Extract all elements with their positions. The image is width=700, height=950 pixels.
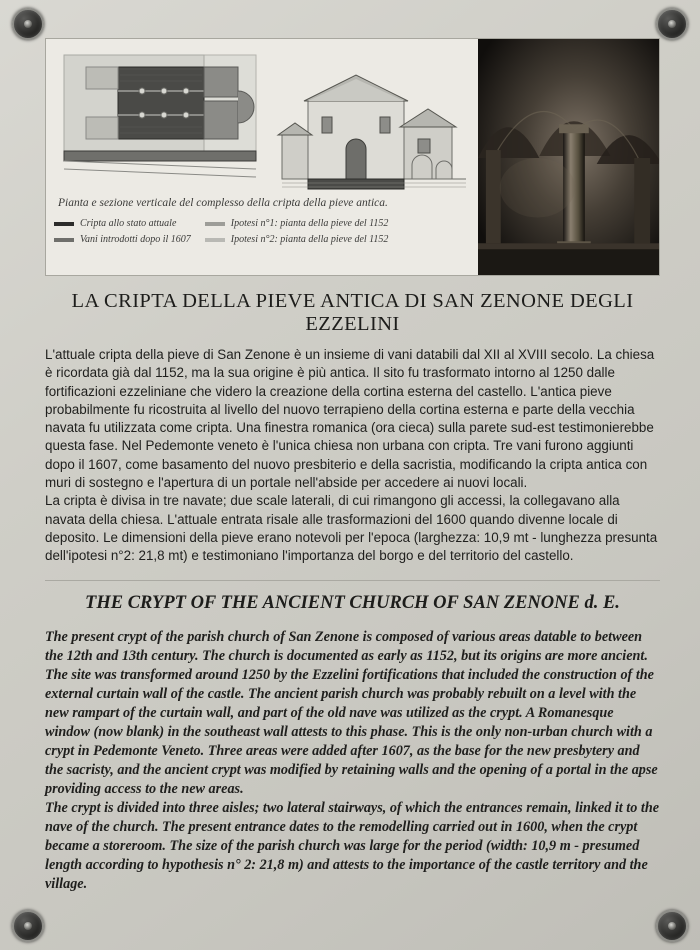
italian-paragraph-1: L'attuale cripta della pieve di San Zenone è un insieme di vani databili dal XII al XVIII secolo. La chiesa è ricordata già dal 1152, ma la sua origine è più antica. Il sito fu trasformato intorno al 1250 dalle fortificazioni ezzeliniane che videro la creazione della cortina esterna del castello. L'antica pieve probabilmente fu ricostruita al livello del nuovo terrapieno della cortina esterna e parte della vecchia navata fu utilizzata come cripta. Una finestra romanica (ora cieca) sulla parete sud-est testimonierebbe questa fase. Nel Pedemonte veneto è l'unica chiesa non urbana con cripta. Tre vani furono aggiunti dopo il 1607, come basamento del nuovo presbiterio e della sacristia, modificando la cripta antica con muri di sostegno e l'apertura di un portale nell'abside per accedere ai nuovi locali. [45,347,655,491]
bolt-top-left-icon [12,8,44,40]
legend-item [54,234,191,245]
legend-swatch-icon [54,238,74,242]
legend-item [205,234,389,245]
english-paragraph-1: The present crypt of the parish church of San Zenone is composed of various areas datable to between the 12th and 13th century. The church is documented as early as 1152, but its origins are more ancient. The site was transformed around 1250 by the Ezzelini fortifications that included the construction of the external curtain wall of the castle. The ancient parish church was probably rebuilt on a level with the new rampart of the curtain wall, and part of the old nave was utilized as the crypt. A Romanesque window (now blank) in the southeast wall attests to this phase. This is the only non-urban church with a crypt in Pedemonte Veneto. Three areas were added after 1607, as the base for the new presbytery and the sacristy, and the ancient crypt was modified by retaining walls and the opening of a portal in the apse providing access to the new areas. [45,628,658,797]
legend-label: Vani introdotti dopo il 1607 [80,234,191,245]
crypt-photo-graphic [478,39,659,275]
bolt-top-right-icon [656,8,688,40]
panel-content [45,38,660,894]
english-paragraph-2: The crypt is divided into three aisles; two lateral stairways, of which the entrances remain, linked it to the nave of the church. The present entrance dates to the remodelling carried out in 1600, when the crypt became a storeroom. The size of the parish church was large for the period (width: 10,9 m - presumed length according to hypothesis n° 2: 21,8 m) and attests to the importance of the castle territory and the village. [45,799,660,892]
legend-label: Cripta allo stato attuale [80,218,177,229]
plan-and-section-drawing [46,39,478,195]
crypt-interior-photo [478,39,659,275]
bolt-bottom-left-icon [12,910,44,942]
legend-column-left [54,218,191,245]
section-divider [45,580,660,581]
figure-caption: Pianta e sezione verticale del complesso della cripta della pieve antica. [58,197,388,209]
legend-item [205,218,389,229]
bolt-bottom-right-icon [656,910,688,942]
italian-title: LA CRIPTA DELLA PIEVE ANTICA DI SAN ZENONE DEGLI EZZELINI [71,290,634,335]
legend-item [54,218,191,229]
english-body [45,628,660,894]
figure-block [45,38,660,276]
legend-swatch-icon [205,238,225,242]
legend-label: Ipotesi n°1: pianta della pieve del 1152 [230,218,389,229]
english-title: THE CRYPT OF THE ANCIENT CHURCH OF SAN ZENONE d. E. [85,592,620,613]
figure-drawings [46,39,478,275]
italian-body [45,346,660,566]
italian-paragraph-2: La cripta è divisa in tre navate; due scale laterali, di cui rimangono gli accessi, la collegavano alla navata della chiesa. L'attuale entrata risale alle trasformazioni del 1600 quando divenne locale di deposito. Le dimensioni della pieve erano notevoli per l'epoca (larghezza: 10,9 mt - lunghezza presunta dell'ipotesi n°2: 21,8 mt) e testimoniano l'importanza del borgo e del territorio del castello. [45,493,658,564]
legend-label: Ipotesi n°2: pianta della pieve del 1152 [230,234,389,245]
legend-column-right [205,218,389,245]
figure-caption-area [46,197,478,245]
figure-legend [54,218,470,245]
legend-swatch-icon [205,222,225,226]
legend-swatch-icon [54,222,74,226]
